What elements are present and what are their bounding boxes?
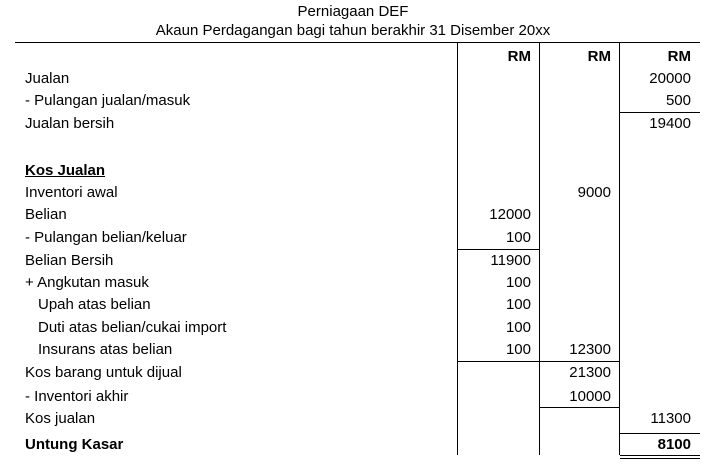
row-label: Kos barang untuk dijual [25,364,182,381]
double-underline-top [620,455,700,456]
row-value-col2: 21300 [569,364,611,381]
row-label: Duti atas belian/cukai import [38,319,227,336]
table-row [0,182,706,204]
row-label: - Pulangan belian/keluar [25,229,187,246]
table-row [0,68,706,90]
row-value-col3: 11300 [650,410,691,427]
column-header-3: RM [667,48,691,65]
row-label: Belian Bersih [25,252,114,269]
table-row [0,90,706,112]
row-label: Belian [25,206,67,223]
row-label: Untung Kasar [25,436,124,453]
row-label: Kos jualan [25,410,96,427]
table-row [0,272,706,294]
row-value-col1: 12000 [489,206,531,223]
double-underline-bottom [620,458,700,459]
row-label: - Pulangan jualan/masuk [25,92,191,109]
row-value-col2: 10000 [569,388,611,405]
row-label: Jualan [25,70,70,87]
column-header-1: RM [507,48,531,65]
row-value-col1: 11900 [490,252,531,269]
row-value-col3: 20000 [649,70,691,87]
row-value-col2: 12300 [569,341,611,358]
section-heading: Kos Jualan [25,162,106,179]
table-row [0,294,706,316]
table-row [0,339,706,361]
row-label: Jualan bersih [25,115,115,132]
table-top-border [15,42,700,43]
row-value-col1: 100 [505,229,531,246]
statement-title: Akaun Perdagangan bagi tahun berakhir 31 Disember 20xx [155,22,551,39]
table-row [0,113,706,135]
table-row [0,317,706,339]
table-row [0,204,706,226]
row-label: Upah atas belian [38,296,151,313]
column-header-2: RM [587,48,611,65]
row-value-col1: 100 [505,296,531,313]
column-header-row [0,46,706,68]
row-label: Inventori awal [25,184,118,201]
table-row [0,408,706,430]
row-value-col1: 100 [505,319,531,336]
row-value-col3: 8100 [657,436,691,453]
row-value-col1: 100 [505,341,531,358]
table-row [0,362,706,384]
row-value-col3: 500 [665,92,691,109]
row-label: + Angkutan masuk [25,274,149,291]
row-label: - Inventori akhir [25,388,129,405]
row-value-col1: 100 [505,274,531,291]
gross-profit-row [0,434,706,456]
section-heading-row [0,160,706,182]
business-name: Perniagaan DEF [297,3,409,20]
row-value-col3: 19400 [649,115,691,132]
row-value-col2: 9000 [577,184,611,201]
table-row [0,227,706,249]
table-row [0,386,706,408]
row-label: Insurans atas belian [38,341,173,358]
table-row [0,250,706,272]
